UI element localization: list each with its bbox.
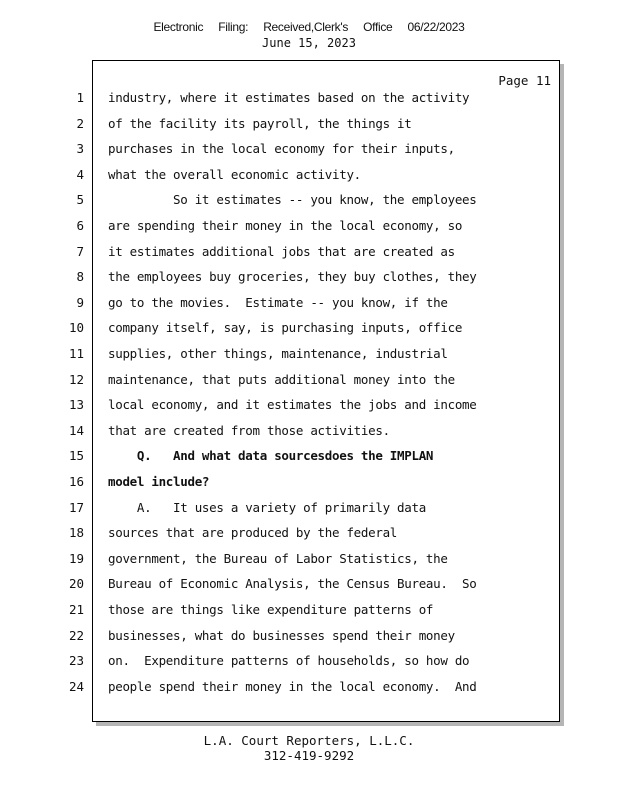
line-number: 4 [76,166,84,182]
line-number: 7 [76,243,84,259]
filing-stamp [0,20,618,34]
line-number: 12 [68,371,84,387]
line-number: 2 [76,115,84,131]
line-text: purchases in the local economy for their inputs, [108,141,455,157]
line-text: are spending their money in the local economy, so [108,218,463,233]
line-number: 19 [68,550,84,566]
footer-phone: 312-419-9292 [263,748,355,763]
line-text: So it estimates -- you know, the employees [108,192,477,208]
footer [0,733,618,763]
line-number: 3 [76,141,84,157]
line-text: supplies, other things, maintenance, industrial [108,346,448,361]
line-number: 18 [68,525,84,541]
line-text: model include? [108,474,210,489]
line-text: it estimates additional jobs that are created as [108,243,455,259]
line-text: that are created from those activities. [108,422,390,438]
filing-stamp-filing: Filing: [218,20,249,34]
line-number: 8 [76,269,84,285]
line-text: those are things like expenditure patterns of [108,602,434,617]
line-number: 20 [68,576,84,592]
line-text: industry, where it estimates based on the activity [108,90,470,105]
line-text: company itself, say, is purchasing inputs, office [108,320,463,336]
line-number: 14 [68,422,84,438]
transcript-page [92,60,560,722]
filing-stamp-received: Received,Clerk's [263,20,349,34]
filing-stamp-date: 06/22/2023 [407,20,465,34]
page-number: Page 11 [498,73,551,88]
line-text: people spend their money in the local economy. And [108,678,477,694]
line-number: 22 [68,627,84,643]
line-text: businesses, what do businesses spend their money [108,627,455,643]
line-text: the employees buy groceries, they buy clothes, they [108,269,477,285]
line-number: 5 [76,192,84,208]
line-text: what the overall economic activity. [108,166,361,182]
line-text: local economy, and it estimates the jobs and income [108,397,477,413]
line-number: 9 [76,294,84,310]
line-number: 11 [68,346,84,361]
line-number: 10 [68,320,84,336]
line-number: 21 [68,602,84,617]
footer-company: L.A. Court Reporters, L.L.C. [203,733,415,748]
transcript-date: June 15, 2023 [262,36,356,50]
line-text: sources that are produced by the federal [108,525,398,541]
filing-stamp-office: Office [363,20,393,34]
line-number: 17 [68,499,84,515]
line-number: 13 [68,397,84,413]
line-text: A. It uses a variety of primarily data [108,499,426,515]
line-number: 6 [76,218,84,233]
line-text: go to the movies. Estimate -- you know, if the [108,294,448,310]
line-text: on. Expenditure patterns of households, so how do [108,653,470,669]
line-text: government, the Bureau of Labor Statistics, the [108,550,448,566]
line-number: 15 [68,448,84,464]
line-number: 23 [68,653,84,669]
line-number: 16 [68,474,84,489]
line-text: Bureau of Economic Analysis, the Census Bureau. So [108,576,477,592]
line-number: 1 [76,90,84,105]
filing-stamp-electronic: Electronic [153,20,204,34]
line-text: maintenance, that puts additional money into the [108,371,455,387]
line-number: 24 [68,678,84,694]
line-text: of the facility its payroll, the things it [108,115,412,131]
line-text: Q. And what data sourcesdoes the IMPLAN [108,448,434,464]
